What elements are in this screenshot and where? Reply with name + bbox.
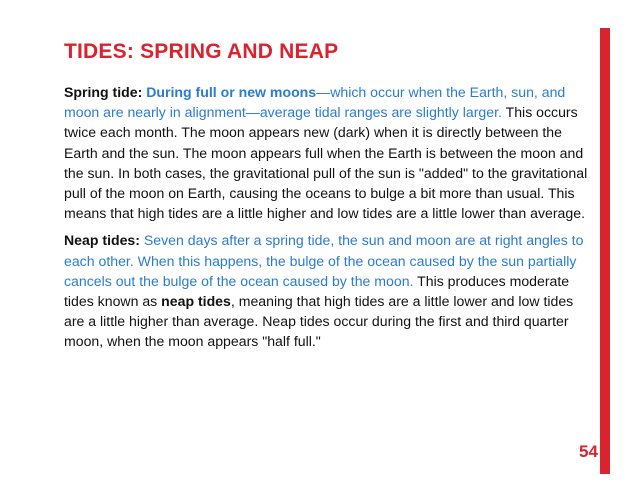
slide-body [64,82,594,352]
page-number: 54 [579,442,598,461]
neap-tide-term: neap tides [161,293,231,310]
spring-tide-paragraph [64,82,594,223]
spring-tide-body: This occurs twice each month. The moon appears new (dark) when it is directly between the Earth and the sun. The moon appears full when the Earth is between the moon and the sun. In both cases, the gravitational pull of the sun is "added" to the gravitational pull of the moon on Earth, causing the oceans to bulge a bit more than usual. This means that high tides are a little higher and low tides are a little lower than average. [64,104,588,222]
spring-tide-highlight-bold: During full or new moons [146,84,317,100]
neap-tide-paragraph [64,230,594,351]
neap-tide-highlight: Seven days after a spring tide, the sun and moon are at right angles to each other. When this happens, the bulge of the ocean caused by the sun partially cancels out the bulge of the ocean caused by the moon. [64,232,584,289]
neap-tide-body-before: This produces moderate tides known as [64,272,570,310]
neap-tide-label: Neap tides: [64,232,140,249]
spring-tide-highlight: —which occur when the Earth, sun, and moon are nearly in alignment—average tidal ranges are slightly larger. [64,84,566,121]
slide-title: TIDES: SPRING AND NEAP [64,40,339,63]
accent-bar [600,28,610,474]
spring-tide-label: Spring tide: [64,84,143,100]
neap-tide-body-after: , meaning that high tides are a little lower and low tides are a little higher than average. Neap tides occur during the first and third quarter moon, when the moon appears "half full." [64,293,574,350]
